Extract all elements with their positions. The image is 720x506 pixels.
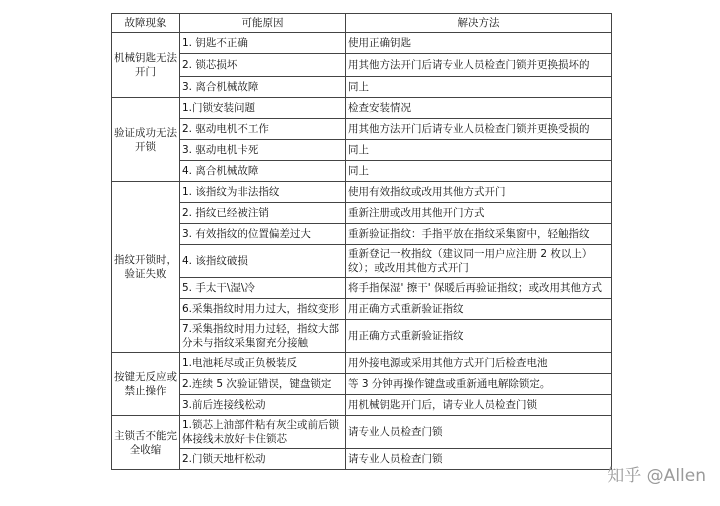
header-cause: 可能原因 [180,14,346,33]
table-row [112,182,612,203]
table-row [112,416,612,449]
cause-cell: 4. 该指纹破损 [180,245,346,278]
table-row [112,140,612,161]
table-row [112,54,612,77]
table-row [112,395,612,416]
table-row [112,33,612,54]
solution-cell: 用外接电源或采用其他方式开门后检查电池 [346,353,612,374]
cause-cell: 3.前后连接线松动 [180,395,346,416]
cause-cell: 3. 有效指纹的位置偏差过大 [180,224,346,245]
header-row [112,14,612,33]
cause-cell: 2. 锁芯损坏 [180,54,346,77]
solution-cell: 将手指保湿' 擦干' 保暖后再验证指纹；或改用其他方式 [346,278,612,299]
header-solution: 解决方法 [346,14,612,33]
table-row [112,245,612,278]
solution-cell: 用其他方法开门后请专业人员检查门锁并更换受损的 [346,119,612,140]
cause-cell: 2. 指纹已经被注销 [180,203,346,224]
cause-cell: 1.门锁安装问题 [180,98,346,119]
cause-cell: 5. 手太干\湿\冷 [180,278,346,299]
solution-cell: 用正确方式重新验证指纹 [346,320,612,353]
solution-cell: 重新注册或改用其他开门方式 [346,203,612,224]
table-row [112,77,612,98]
table-row [112,449,612,470]
table-row [112,353,612,374]
cause-cell: 2. 驱动电机不工作 [180,119,346,140]
table-row [112,161,612,182]
solution-cell: 用机械钥匙开门后，请专业人员检查门锁 [346,395,612,416]
solution-cell: 检查安装情况 [346,98,612,119]
symptom-cell: 按键无反应或 禁止操作 [112,353,180,416]
cause-cell: 1.锁芯上油部件粘有灰尘或前后锁体接线未放好卡住锁芯 [180,416,346,449]
solution-cell: 等 3 分钟再操作键盘或重新通电解除锁定。 [346,374,612,395]
watermark: 知乎 @Allen [607,466,706,486]
table-row [112,299,612,320]
cause-cell: 7.采集指纹时用力过轻，指纹大部分未与指纹采集窗充分接触 [180,320,346,353]
cause-cell: 4. 离合机械故障 [180,161,346,182]
cause-cell: 1. 该指纹为非法指纹 [180,182,346,203]
table-row [112,224,612,245]
cause-cell: 6.采集指纹时用力过大，指纹变形 [180,299,346,320]
symptom-cell: 机械钥匙无法 开门 [112,33,180,98]
cause-cell: 2.连续 5 次验证错误，键盘锁定 [180,374,346,395]
symptom-cell: 主锁舌不能完全收缩 [112,416,180,470]
solution-cell: 同上 [346,161,612,182]
solution-cell: 使用正确钥匙 [346,33,612,54]
solution-cell: 重新登记一枚指纹（建议同一用户应注册 2 枚以上）纹）；或改用其他方式开门 [346,245,612,278]
header-symptom: 故障现象 [112,14,180,33]
cause-cell: 2.门锁天地杆松动 [180,449,346,470]
cause-cell: 3. 驱动电机卡死 [180,140,346,161]
table-row [112,320,612,353]
cause-cell: 1.电池耗尽或正负极装反 [180,353,346,374]
solution-cell: 使用有效指纹或改用其他方式开门 [346,182,612,203]
cause-cell: 1. 钥匙不正确 [180,33,346,54]
solution-cell: 用正确方式重新验证指纹 [346,299,612,320]
solution-cell: 用其他方法开门后请专业人员检查门锁并更换损坏的 [346,54,612,77]
solution-cell: 同上 [346,140,612,161]
troubleshooting-table [111,13,612,470]
table-row [112,374,612,395]
table-row [112,203,612,224]
solution-cell: 同上 [346,77,612,98]
symptom-cell: 验证成功无法 开锁 [112,98,180,182]
table-row [112,278,612,299]
solution-cell: 请专业人员检查门锁 [346,449,612,470]
table-row [112,119,612,140]
solution-cell: 请专业人员检查门锁 [346,416,612,449]
cause-cell: 3. 离合机械故障 [180,77,346,98]
table-row [112,98,612,119]
solution-cell: 重新验证指纹：手指平放在指纹采集窗中，轻触指纹 [346,224,612,245]
symptom-cell: 指纹开锁时，验证失败 [112,182,180,353]
